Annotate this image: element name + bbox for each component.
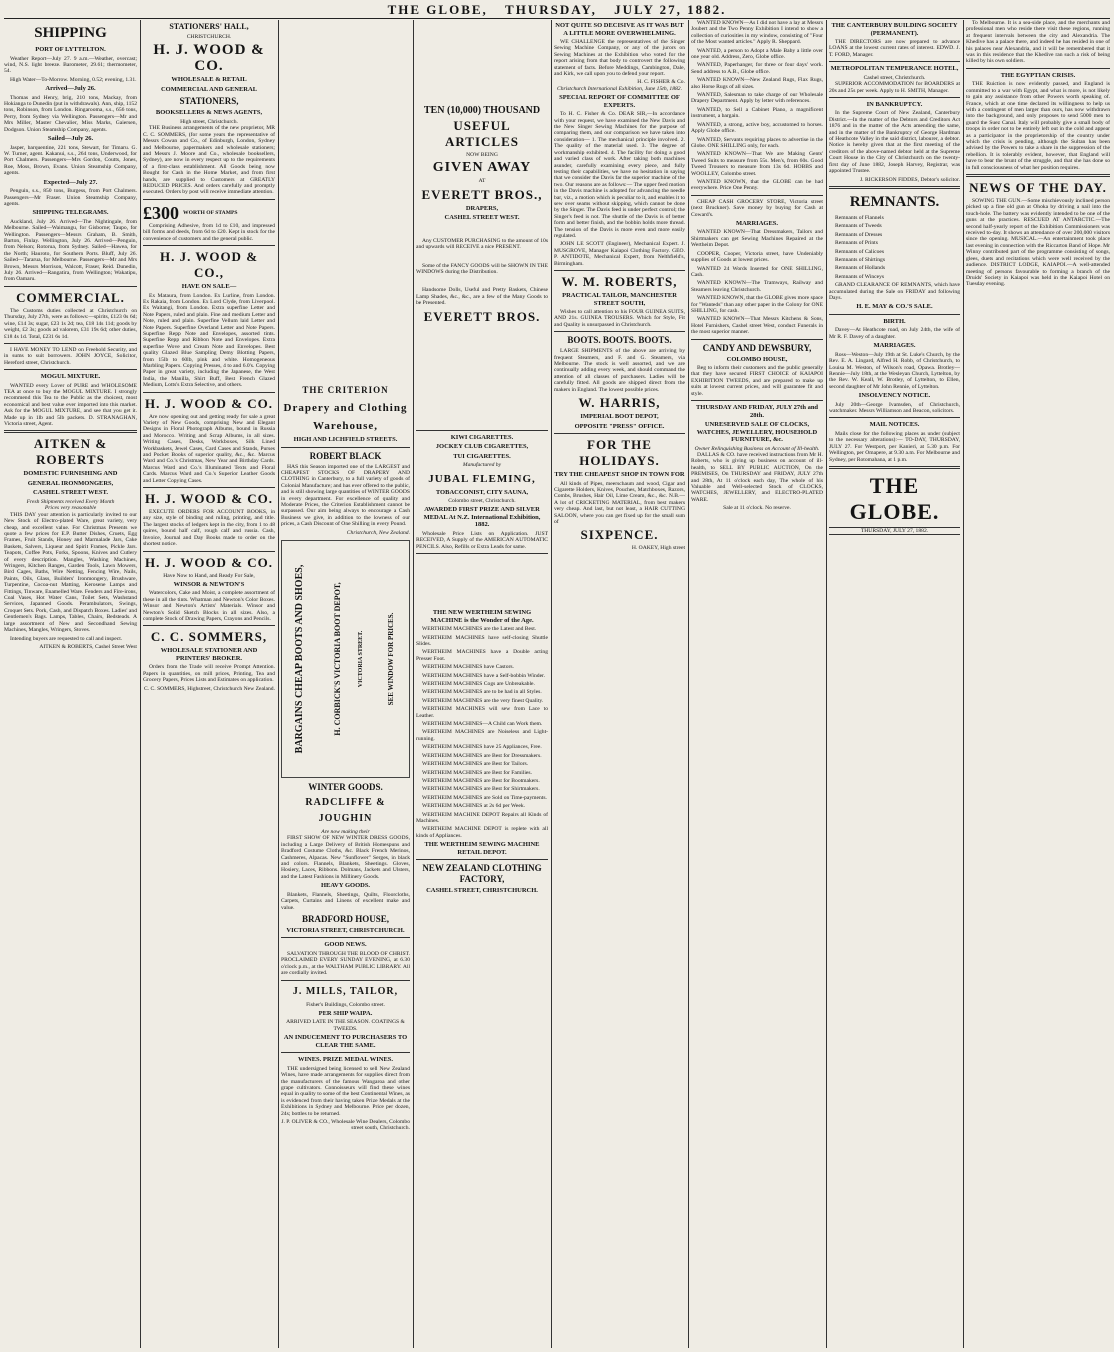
hjwood-sub2: COMMERCIAL AND GENERAL	[160, 85, 258, 93]
insolvency-text: July 20th—George Ivamsden, of Christchurch, watchmaker. Messrs Williamson and Beacon, solicitors.	[829, 401, 960, 415]
globe-date: THURSDAY, JULY 27, 1882.	[829, 527, 960, 535]
divider	[829, 186, 960, 189]
wertheim-line: WERTHEIM MACHINES at 2s 6d per Week.	[422, 803, 526, 810]
sixpence: SIXPENCE.	[580, 527, 659, 543]
column-divider	[963, 20, 964, 1348]
remnant-line: Remnants of Prints	[835, 240, 878, 247]
oakey-sign: H. OAKEY, High street	[631, 545, 685, 552]
wanted-ad: WANTED KNOWN—That We are Making Gents' Tweed Suits to measure from 55s. Men's, from 60s. Good Tweed Trousers to measure from 13s 6d. HOBBS and WOOLLEY, Colombo street.	[691, 151, 823, 177]
aitken-sub2: GENERAL IRONMONGERS,	[27, 479, 114, 487]
divider	[281, 447, 410, 448]
hjwood2-title: H. J. WOOD & CO.,	[159, 249, 259, 280]
at-label: AT	[478, 178, 486, 185]
boots-text: LARGE SHIPMENTS of the above are arriving by frequent Steamers, and F. and G. Steamers, via Melbourne. The stock is well assorted, and we are continually adding every week, and should command the attention of all classes of purchasers. Ladies will be carefully fitted. All goods are shipped direct from the makers in England. The lowest possible prices.	[554, 348, 685, 393]
manufactured-by: Manufactured by	[462, 462, 502, 469]
wertheim-line: WERTHEIM MACHINES have a Self-bobbin Winder.	[422, 672, 545, 679]
wertheim-line: WERTHEIM MACHINES are the Latest and Best.	[422, 626, 537, 633]
wanted-ad: WANTED, to Sell a Cabinet Piano, a magnificent instrument, a bargain.	[691, 106, 823, 120]
port-label: PORT OF LYTTELTON.	[35, 46, 106, 53]
awarded: AWARDED FIRST PRIZE AND SILVER MEDAL At N.Z. International Exhibition, 1882.	[423, 506, 541, 529]
spacer	[416, 277, 548, 287]
wertheim-line: WERTHEIM MACHINES are Sold on Time-payments.	[422, 794, 547, 801]
wertheim-line: WERTHEIM MACHINES have a Double acting Presser Foot.	[416, 649, 548, 662]
wanted-24: WANTED 24 Words Inserted for ONE SHILLING, Cash.	[691, 265, 823, 278]
hjwood2-sub: HAVE ON SALE—	[181, 283, 237, 290]
hjwood-title: H. J. WOOD & CO.	[153, 42, 265, 75]
remnant-line: Remnants of Dresses	[835, 231, 883, 238]
heavy-text: Blankets, Flannels, Sheetings, Quilts, Floorcloths, Carpets, Curtains and Linens of excellent make and value.	[281, 891, 410, 911]
wanted-ad: WANTED, Salesman to take charge of our Wholesale Drapery Department. Apply by letter with references.	[691, 92, 823, 105]
oliver-sign: J. P. OLIVER & CO., Wholesale Wine Dealers, Colombo street south, Christchurch.	[281, 1119, 410, 1132]
boot-prices: SEE WINDOW FOR PRICES.	[387, 612, 396, 706]
money-ad: I HAVE MONEY TO LEND on Freehold Security, and in sums to suit borrowers. JOHN JOYCE, Solicitor, Hereford street, Christchurch.	[4, 346, 137, 366]
column-wanted	[691, 20, 823, 1348]
remnant-line: Remnants of Winceys	[835, 273, 885, 280]
column-everett	[416, 20, 548, 1348]
wanted-ad: WANTED KNOWN—New Zealand Rugs, Flax Rugs, also Horse Rugs of all sizes.	[691, 77, 823, 90]
wertheim-line: WERTHEIM MACHINES Cogs are Unbreakable.	[422, 681, 535, 688]
now-being: NOW BEING	[466, 152, 498, 158]
insolvency-label: INSOLVENCY NOTICE.	[858, 392, 931, 400]
divider	[691, 400, 823, 401]
arrived-label: Arrived—July 26.	[45, 85, 96, 93]
winsor-text: Watercolors, Cake and Moist, a complete assortment of these in all the tints. Whatman and Newton's Color Boxes. Winsor and Newton's Artists' Materials. Winsor and Newton's Solid Sketch Blocks in all sizes. Also, a complete Stock of Drawing Papers, Crayons and Pencils.	[143, 590, 275, 623]
globe-title: THE GLOBE.	[849, 472, 940, 524]
not-quite-heading: NOT QUITE SO DECISIVE AS IT WAS BUT A LITTLE MORE OVERWHELMING.	[555, 22, 684, 37]
cash-grocery: CHEAP CASH GROCERY STORE, Victoria street (next Bruckner). Save money by buying for Cash at Coward's.	[691, 198, 823, 218]
given-away: GIVEN AWAY	[432, 160, 532, 176]
exhibition-label: Christchurch International Exhibition, June 15th, 1882.	[556, 85, 683, 92]
wines-text: THE undersigned being licensed to sell New Zealand Wines, have made arrangements for supplies direct from the manufacturers of the famous Wangaroa and other grape cultivators. Connoisseurs will find these wines equal in quality to some of the best Continental Wines, as is evidenced from their having taken Prize Medals at the Exhibitions in Sydney and Melbourne. Price per dozen, 24s; bottles to be returned.	[281, 1065, 410, 1117]
boot-depot: H. CORBICK'S VICTORIA BOOT DEPOT,	[332, 582, 342, 736]
spacer	[416, 557, 548, 607]
wertheim-line: WERTHEIM MACHINES are Best for Shirtmakers.	[422, 786, 540, 793]
divider	[281, 1052, 410, 1053]
spacer	[416, 253, 548, 263]
paper-title: THE GLOBE,	[387, 2, 488, 17]
nz-address: CASHEL STREET, CHRISTCHURCH.	[426, 887, 538, 895]
divider	[4, 430, 137, 433]
remnant-line: Remnants of Calicoes	[835, 248, 885, 255]
divider	[143, 487, 275, 488]
divider	[966, 68, 1110, 69]
news-title: NEWS OF THE DAY.	[969, 180, 1107, 196]
bradford-address: VICTORIA STREET, CHRISTCHURCH.	[286, 926, 405, 934]
roberts-text: Wishes to call attention to his FOUR GUINEA SUITS, AND 21s. GUINEA TROUSERS. Which for Style, Fit and Quality is unsurpassed in Christchurch.	[554, 309, 685, 328]
wanted-ad: WANTED, Paperhanger, for three or four days' work. Send address to A.B., Globe office.	[691, 62, 823, 75]
wertheim-line: WERTHEIM MACHINES are to be had in all Styles.	[422, 689, 542, 696]
weather-report: Weather Report—July 27. 9 a.m.—Weather, overcast; wind, N.S. light breeze. Barometer, 29.61; thermometer, 54.	[4, 55, 137, 75]
wertheim-line: WERTHEIM MACHINES are Noiseless and Light-running.	[416, 729, 548, 742]
mail-label: MAIL NOTICES.	[869, 421, 920, 429]
remnant-line: Remnants of Hollands	[835, 265, 886, 272]
handsome-goods: Handsome Dolls, Useful and Pretty Baskets, Chinese Lamp Shades, &c., &c., are a few of the Many Goods to be Presented.	[416, 287, 548, 307]
everett-sign: EVERETT BROS.	[423, 308, 541, 324]
column-divider	[278, 20, 279, 1348]
arrived-text: Thomas and Henry, brig, 210 tons, Mackay, from Hokianga to Dunedin (put in withdrawals). Ann, ship, 1152 tons, Robinson, from London. Ringarooma, s.s., 656 tons, Perry, from Sydney via Wellington. Passengers—Mr and Mrs Miller, Master Chevalier, Miss Marks, Gaiersen, Dodgson. Union Steamship Company, agents.	[4, 94, 137, 133]
divider	[829, 417, 960, 418]
sailed-label: Sailed—July 26.	[47, 135, 94, 143]
divider	[554, 270, 685, 271]
cheapest-shop: TRY THE CHEAPEST SHOP IN TOWN FOR	[554, 471, 685, 479]
divider	[416, 553, 548, 554]
stamps-amount: £300	[143, 202, 179, 223]
divider	[281, 980, 410, 981]
marriages-text: Ross—Weston—July 19th at St. Luke's Church, by the Rev. E. A. Lingard, Alfred H. Robb, of Christchurch, to Louisa M. Weston, of Wilson's road, Opawa. Brotley—Rennie—July 18th, at the Wesleyan Church, Lyttelton, by the Rev. W. Keall, W. Brotley, of Lyttelton, to Ellen, second daughter of Mr John Rennie, of Lyttelton.	[829, 351, 960, 390]
winsor-label: WINSOR & NEWTON'S	[173, 580, 245, 588]
spacer	[281, 20, 410, 380]
wertheim-line: WERTHEIM MACHINES are Best for Bootmakers.	[422, 777, 540, 784]
wanted-ad: WANTED, a person to Adopt a Male Baby a little over one year old. Address, Zero, Globe office.	[691, 47, 823, 61]
mogul-text: WANTED every Lover of PURE and WHOLESOME TEA at once to buy the MOGUL MIXTURE. I strongly recommend this Tea to the Public as the choicest, most economical and best value ever imported into this market. Ask for the MOGUL MIXTURE, and see that you get it. Made up in 1lb and 5lb packets. D. STRANAGHAN, Victoria street, Agent.	[4, 382, 137, 428]
wertheim-line: WERTHEIM MACHINE DEPOT Repairs all Kinds of Machines.	[416, 811, 548, 824]
masthead-rule	[4, 18, 1110, 19]
sailed-text: Jasper, barquentine, 221 tons, Stewart, for Timaru. G. W. Turner, agent. Kakanui, s.s., 264 tons, Underwood, for Port Chalmers. Passengers—Mrs Gordon, Coutts, Jones, Roe, Moss, Brown, Evans. Union Steamship Company, agents.	[4, 144, 137, 177]
remnants-list	[829, 215, 960, 280]
hjwood2-text: Ex Mataura, from London. Ex Lurline, from London. Ex Rakaia, from London. Ex Lord Clyde, from Liverpool. Ex Waitangi, from London. Extra superfine Letter and Note Papers, ruled and plain. Fine and medium Letter and Note, ruled and plain. Superfine Vellum laid Letter and Note Papers. Superfine Overland Letter and Note Papers. Superfine Repp Note and Envelopes, assorted tints. Superfine Repp and Ribbon Note and Envelopes. Extra superfine Wove and Cream Note and Envelopes. Best quality Glazed Blue Sampling Demy Blotting Papers, from 15lb to 60lb, pink and white. Homogeneous Marbling Papers. Copying Presses, 4 to and 6.0's. Copying Paper in great variety, including the Japanese, the West India, the Manilla, Shirt Buff, Best French Glazed Medium, Lotts's Extra Selective, and others.	[143, 292, 275, 389]
wertheim-line: WERTHEIM MACHINE DEPOT is replete with all kinds of Appliances.	[416, 826, 548, 839]
divider	[829, 466, 960, 469]
bankruptcy-sign: J. RICKERSON FIDDES, Debtor's solicitor.	[860, 176, 960, 183]
remnant-line: Remnants of Shirtings	[835, 256, 886, 263]
candy-title: CANDY AND DEWSBURY,	[702, 342, 812, 353]
tui-cigarettes: TUI CIGARETTES.	[453, 452, 511, 460]
remnant-line: Remnants of Tweeds	[835, 223, 882, 230]
hjwood-sub4: BOOKSELLERS & NEWS AGENTS,	[155, 109, 263, 117]
column-stationers	[143, 20, 275, 1348]
hjwood5-text: Have Now to Hand, and Ready For Sale,	[163, 572, 255, 579]
roberts-sub: PRACTICAL TAILOR, MANCHESTER STREET SOUTH,	[562, 292, 677, 307]
divider	[4, 343, 137, 344]
wertheim-line: WERTHEIM MACHINES are the very finest Quality.	[422, 697, 544, 704]
challenge-text: WE CHALLENGE the representatives of the Singer Sewing Machine Company, or any of the jurors on Sewing Machines at the Exhibition who voted for the report arising from that body to controvert the following statement of facts. Before Meddings, Cambington, Dale, and Kirk, we call upon you to defend your report.	[554, 39, 685, 78]
wanted-ad: WANTED, a strong, active boy, accustomed to horses. Apply Globe office.	[691, 121, 823, 135]
masthead-day: THURSDAY,	[505, 2, 597, 17]
wertheim-list	[416, 626, 548, 839]
mills-text: ARRIVED LATE IN THE SEASON. COATINGS & TWEEDS.	[286, 1019, 405, 1032]
kitchens-ad: WANTED KNOWN—That Messrs Kitchens & Sons, Hotel Furnishers, Cashel street West, conduct Funerals in the most superior manner.	[691, 316, 823, 336]
boot-depot-ad	[281, 540, 410, 778]
divider	[829, 314, 960, 315]
column-divider	[551, 20, 552, 1348]
sommers-title: C. C. SOMMERS,	[150, 629, 268, 645]
sale-terms: Sale at 11 o'clock. No reserve.	[723, 505, 791, 512]
stationers-title: STATIONERS' HALL,	[169, 22, 249, 31]
radcliffe-text: FIRST SHOW OF NEW WINTER DRESS GOODS, including a Large Delivery of British Homespuns and Bradford Costume Cloths, &c. Black French Merinos, Cashmeres, Alpacas. New "Sunflower" Serges, in black and colors. Flannels, Blankets, Sheetings. Gloves, Hosiery, Laces, Ribbons. Dolmans, Jackets and Ulsters, and the Latest Fashions in Millinery Goods.	[281, 835, 410, 880]
criterion-address: HIGH AND LICHFIELD STREETS.	[293, 436, 398, 443]
any-customer: Any CUSTOMER PURCHASING to the amount of 10s and upwards will RECEIVE a nice PRESENT.	[416, 237, 548, 251]
canterbury-text: THE DIRECTORS are now prepared to advance LOANS at the lowest current rates of interest. EDWD. J. T. FORD, Manager.	[829, 39, 960, 58]
mills-address: Fisher's Buildings, Colombo street.	[306, 1001, 385, 1008]
good-news-label: GOOD NEWS.	[324, 941, 367, 949]
boots-label: BOOTS. BOOTS. BOOTS.	[567, 335, 672, 346]
wertheim-line: WERTHEIM MACHINES have 25 Appliances, Free.	[422, 744, 542, 751]
sale-title: THURSDAY AND FRIDAY, JULY 27th and 28th.	[695, 404, 819, 419]
aitken-heading: AITKEN & ROBERTS	[33, 436, 108, 468]
drapers: DRAPERS,	[465, 204, 499, 212]
divider	[143, 199, 275, 200]
nz-clothing: NEW ZEALAND CLOTHING FACTORY,	[422, 863, 542, 885]
bankruptcy-text: In the Supreme Court of New Zealand, Canterbury District.—In the matter of the Debtors and Creditors Act 1876 and in the matter of the Acts amending the same, and in the matter of the Bankruptcy of George Hardman of Heathcote Valley in the said district, labourer, a debtor. Notice is hereby given that at the first meeting of the creditors of the above-named debtor held at the Supreme Court House in the City of Christchurch on the twenty-first day of June 1882, Joseph Harvey, Registrar, was appointed Trustee.	[829, 110, 960, 175]
sale-text: Owner Relinquishing Business on Account of Ill-health.	[694, 445, 820, 452]
jubal-fleming: JUBAL FLEMING,	[428, 472, 536, 485]
wertheim-line: WERTHEIM MACHINES—A Child can Work them.	[422, 721, 543, 728]
divider	[143, 392, 275, 393]
winter-label: WINTER GOODS.	[308, 781, 383, 792]
sale-sub: UNRESERVED SALE OF CLOCKS, WATCHES, JEWELLERY, HOUSEHOLD FURNITURE, &c.	[696, 421, 818, 444]
bradford-title: BRADFORD HOUSE,	[301, 913, 389, 924]
hjwood3-title: H. J. WOOD & CO.	[144, 395, 274, 411]
wertheim-footer: THE WERTHEIM SEWING MACHINE RETAIL DEPOT.	[424, 841, 540, 856]
wanted-ad: WANTED, Servants requiring places to advertise in the Globe. ONE SHILLING only, for each.	[691, 136, 823, 149]
clearance-text: GRAND CLEARANCE OF REMNANTS, which have accumulated during the Sale on FRIDAY and following Days.	[829, 282, 960, 301]
hjwood5-title: H. J. WOOD & CO.	[144, 554, 274, 570]
divider	[829, 97, 960, 98]
wertheim-line: WERTHEIM MACHINES have self-closing Shuttle Slides.	[416, 634, 548, 647]
divider	[554, 433, 685, 434]
commercial-heading: COMMERCIAL.	[16, 289, 125, 305]
column-shipping	[4, 20, 137, 1348]
wanted-list	[691, 20, 823, 192]
jockey-club: JOCKEY CLUB CIGARETTES,	[435, 443, 529, 451]
marriages-label: MARRIAGES.	[735, 219, 779, 227]
wholesale-lists: Wholesale Price Lists on Application. JUST RECEIVED, A Supply of the AMERICAN AUTOMATIC PENCILS. Also, Refills or Extra Leads for same.	[416, 530, 548, 550]
divider	[416, 430, 548, 431]
metro-address: Cashel street, Christchurch.	[863, 74, 926, 81]
roberts-title: W. M. ROBERTS,	[561, 274, 678, 289]
wertheim-line: WERTHEIM MACHINES have Castors.	[422, 664, 514, 671]
aitken-sub1: DOMESTIC FURNISHING AND	[23, 470, 118, 478]
spacer	[416, 224, 548, 238]
divider	[691, 339, 823, 340]
egypt-title: THE EGYPTIAN CRISIS.	[1000, 71, 1076, 79]
cashel-street: CASHEL STREET WEST.	[444, 214, 520, 222]
intro-text: To Melbourne. It is a sea-side place, and the merchants and professional men who reside there visit these regions, running at frequent intervals between the city and Alexandria. The Khedive has a palace there, and indeed he has resided in one of his palaces near Alexandria, and it will be remembered that it was in this residence that the Khedive ran such a risk of being killed by his own soldiers.	[966, 20, 1110, 65]
hjwood3-text: Are now opening out and getting ready for sale a great Variety of New Goods, comprising New and Elegant Designs in Floral Photograph Albums, bound in Russia and Morocco. Writing and Scrap Albums, in all sizes. Writing Cases, Desks, Workboxes, Silk Lined Workbaskets, Jewel Cases, Card Cases and Stands, Purses and Pocket Books of superior quality, &c., &c. Marcus Ward and Co.'s Christmas, New Year and Birthday Cards. Marcus Ward and Co.'s Illuminated Texts and Floral Cards. Marcus Ward and Co.'s Superior Leather Goods and Letter Copying Cases.	[143, 413, 275, 484]
stamps-text: Comprising Adhesive, from 1d to £10, and impressed bill forms and deeds, from 6d to £20. Kept in stock for the convenience of customers and the general public.	[143, 222, 275, 242]
masthead	[0, 2, 1114, 18]
may-sign: H. E. MAY & CO.'S SALE.	[856, 303, 933, 311]
sewing-wanted: WANTED KNOWN—That Dressmakers, Tailors and Shirtmakers can get Sewing Machines Repaired at the Wertheim Depot.	[691, 229, 823, 249]
radcliffe-title: RADCLIFFE & JOUGHIN	[305, 796, 386, 824]
globe-wanted: WANTED KNOWN, that the GLOBE gives more space for "Wanteds" than any other paper in the Colony for ONE SHILLING, for cash.	[691, 295, 823, 314]
mills-sub: PER SHIP WAIPA.	[318, 1009, 373, 1017]
ten-thousand: TEN (10,000) THOUSAND	[423, 105, 541, 116]
wertheim-line: WERTHEIM MACHINES are Best for Dressmakers.	[422, 752, 542, 759]
harris-title: W. HARRIS,	[578, 395, 661, 411]
high-water: High Water—To-Morrow. Morning, 0.52; evening, 1.31.	[10, 76, 137, 83]
divider	[4, 369, 137, 370]
harris-address: OPPOSITE "PRESS" OFFICE.	[574, 422, 665, 430]
dallas-text: DALLAS & CO. have received instructions from Mr H. Roberts, who is giving up business on account of ill-health, to SELL BY PUBLIC AUCTION, On the PREMISES, On THURSDAY and FRIDAY, JULY 27th and 28th, At 11 o'clock each day, The whole of his Valuable and Well-selected Stock of CLOCKS, WATCHES, JEWELLERY, and ELECTRO-PLATED WARE.	[691, 452, 823, 503]
masthead-date: JULY 27, 1882.	[614, 2, 727, 17]
wines-label: WINES. PRIZE MEDAL WINES.	[297, 1056, 394, 1064]
telegrams-text: Auckland, July 26. Arrived—The Nightingale, from Melbourne. Sailed—Waimangu, for Gisborne; Taupo, for Wellington. Passengers—Messrs Graham, B. Smith, Barton, Finlay. Wellington, July 26. Arrived—Penguin, from Nelson; Rotorua, from Sydney. Sailed—Hawea, for the North; Hauroto, for Southern Ports. Bluff, July 26. Sailed—Tararua, for Melbourne. Passengers—Mr and Mrs Brown, Messrs Morrison, Walcott, Fraser, Reid. Dunedin, July 26. Arrived—Rangatira, from Wellington; Wakatipu, from Oamaru.	[4, 218, 137, 283]
divider	[416, 859, 548, 860]
robert-black: ROBERT BLACK	[309, 450, 382, 461]
criterion-sub1: Drapery and Clothing	[283, 402, 408, 414]
column-divider	[688, 20, 689, 1348]
aitken-sign: AITKEN & ROBERTS, Cashel Street West	[39, 643, 137, 650]
fisher-sign: H. C. FISHER & Co.	[637, 79, 685, 86]
colombo-street: Colombo street, Christchurch.	[448, 498, 516, 505]
expected-label: Expected—July 27.	[43, 178, 98, 186]
wanted-ad: WANTED KNOWN—As I did not have a lay at Messrs Joubert and the Two Penny Exhibition I intend to show a collection of curiosities in my window, consisting of "Four of the Most wanted articles." Apply R. Sheppard.	[691, 20, 823, 46]
criterion-sub2: Warehouse,	[312, 420, 379, 432]
candy-sub: COLOMBO HOUSE,	[726, 355, 788, 363]
hjwood4-text: EXECUTE ORDERS FOR ACCOUNT BOOKS, in any size, style of binding and ruling, printing, and title. The largest stocks of ledgers kept in the city, from 1 to 48 quires, bound half calf, rough calf and russia. Cash, Invoice, Journal and Day Books made to order on the shortest notice.	[143, 509, 275, 548]
column-divider	[826, 20, 827, 1348]
divider	[966, 174, 1110, 177]
news-text: SOWING THE GUN.—Some mischievously inclined person picked up a fine old gun at Ohoka by driving a nail into the touch-hole. The battery was evidently intended to be one of the guns at the practices. RESCUED AT ANTARCTIC.—The second half-yearly report of the Exhibition Commissioners was received to-day. It shows an attendance of over 200,000 visitors since the opening. MUSICAL.—An entertainment took place last evening in connection with the Riccarton Band of Hope. Mr Winny contributed part of the programme consisting of songs, glees, duets and recitations which were well received by the audience. DISTRICT LODGE, KAIAPOI.—A well-attended meeting of persons favourable to forming a branch of the Druids' Society in Kaiapoi was held in the Kaiapoi Hotel on Tuesday evening.	[966, 198, 1110, 288]
column-criterion	[281, 20, 410, 1348]
spacer	[416, 20, 548, 102]
divider	[4, 286, 137, 287]
boot-depot-street: VICTORIA STREET.	[357, 630, 364, 688]
holidays-heading: FOR THE HOLIDAYS.	[579, 437, 660, 469]
robert-text: HAS this Season imported one of the LARGEST and CHEAPEST STOCKS OF DRAPERY AND CLOTHING in Canterbury, to a full variety of goods of Colonial Manufacture; and has ever offered to the public, and is still showing large quantities of WINTER GOODS in every department. For excellence of quality and Moderate Prices, the Criterion Establishment cannot be surpassed. Our aim being always to encourage a Cash Business we give, in addition to the lowness of our prices, a Cash Discount of One Shilling in every Pound.	[281, 463, 410, 528]
metro-title: METROPOLITAN TEMPERANCE HOTEL,	[830, 65, 959, 73]
sommers-sign: C. C. SOMMERS, Highstreet, Christchurch New Zealand.	[144, 685, 275, 692]
divider	[554, 331, 685, 332]
bankruptcy-label: IN BANKRUPTCY.	[866, 100, 923, 108]
radcliffe-sub: Are now making their	[321, 828, 370, 835]
column-divider	[413, 20, 414, 1348]
harris-sub: IMPERIAL BOOT DEPOT,	[580, 413, 659, 421]
wertheim-line: WERTHEIM MACHINES will sew from Lace to Leather.	[416, 706, 548, 719]
metro-text: SUPERIOR ACCOMMODATION for BOARDERS at 20s and 25s per week. Apply to H. SMITH, Manager.	[829, 81, 960, 94]
tobacconist: TOBACCONIST, CITY SAUNA,	[435, 488, 529, 496]
marriages-label: MARRIAGES.	[873, 342, 916, 350]
kiwi-title: KIWI CIGARETTES.	[450, 433, 514, 441]
hjwood4-title: H. J. WOOD & CO.	[144, 491, 274, 507]
stationers-city: CHRISTCHURCH.	[186, 34, 232, 40]
mills-title: J. MILLS, TAILOR,	[292, 985, 399, 997]
useful-articles: USEFUL ARTICLES	[444, 118, 519, 149]
tram-ad: WANTED KNOWN—The Tramways, Railway and Steamers leaving Christchurch.	[691, 280, 823, 293]
shipping-heading: SHIPPING	[34, 25, 107, 41]
aitken-address: CASHEL STREET WEST.	[33, 489, 108, 497]
hjwood-text: THE Business arrangements of the new proprietor, MR C. C. SOMMERS, (for some years the representative of Messrs Cowan and Co., of Edinburgh, London, Sydney and Melbourne, papermakers and wholesale stationers; and Messrs J. Moore and Co., wholesale booksellers, Sydney), are now in every respect up to the requirements of a first-class establishment. All Goods being now Bought for Cash in the Home Market, and from first hands, are supplied to Customers at GREATLY REDUCED PRICES. And orders carefully and promptly executed. Orders by post will receive immediate attention.	[143, 125, 275, 196]
column-divider	[140, 20, 141, 1348]
birth-label: BIRTH.	[883, 317, 906, 325]
aitken-text: THIS DAY your attention is particularly invited to our New Stock of Electro-plated Ware, great variety, very cheap, and excellent value. For Christmas Presents we quote a few prices for E.P. Butter Dishes, Cruets, Egg Frames, Fruit Stands, Honey and Marmalade Jars, Cake Baskets, Salvers, Liqueur and Spirit Frames, Pickle Jars. Teapots, Coffee Pots, Forks, Spoons, Knives and Cutlery of every description. Mangles, Washing Machines, Wringers, Kitchen Ranges, Garden Tools, Lawn Mowers, Bird Cages, Baths, Wire Netting, Fencing Wire, Nails, Paints, Oils, Glass, Builders' Ironmongery, Brushware, Turpentine, Cocoa-nut Matting, Kerosene Lamps and Fittings, Tinware, Enamelled Ware. Fenders and Fire-irons, Coal Vases, Hot Water Cans, Toilet Sets, Washstand Services, Japanned Goods. Perambulators, Swings, Croquet Sets. Pork, Cash, and Dispatch Boxes. Ladies' and Gentlemen's Bags. Lamps, Tables, Chairs, Bedsteads. A large assortment of New and Secondhand Sewing Machines, Mangles, Wringers, Stoves.	[4, 511, 137, 634]
criterion-title: THE CRITERION	[302, 385, 389, 395]
mogul-label: MOGUL MIXTURE.	[40, 373, 101, 381]
inducement: AN INDUCEMENT TO PURCHASERS TO CLEAR THE SAME.	[283, 1034, 408, 1049]
egypt-text: THE Ruiction is now evidently passed, and England is committed to a war with Egypt, and what is more, is not likely to gain any assistance from other Powers worth speaking of. France, which at one time declared its willingness to help us with a contingent of men larger than ours, has now withdrawn into the background, and only proposes to send 5000 men to guard the Suez Canal. Italy will probably give a small body of troops in order not to be entirely left out in the cold and appear as a participator in the proprietorship of the country under which the crisis is pending, although the Sultan has been advised by the Powers to take a share in the suppression of the rebellion. It is tolerably evident, however, that England will have to bear the brunt of the struggle, and that she has done so in full consciousness of what her position requires.	[966, 81, 1110, 171]
divider	[143, 625, 275, 626]
aitken-footer: Intending buyers are requested to call and inspect.	[10, 635, 123, 642]
report-text: To H. C. Fisher & Co. DEAR SIR,—In accordance with your request, we have examined the New Davis and the New Singer Sewing Machines for the purpose of comparing them, and our comparison we have taken into consideration— 1. The mechanical principle involved. 2. The quality of the material used. 3. The degree of workmanship exhibited. 4. The facility for doing a good and varied class of work. After taking both machines asunder, carefully examining every piece, and fully testing their capabilities, we have no hesitation in saying that we consider the Davis far the superior machine of the two. Our reasons are as follows:— The upper feed motion in the Davis machine is adopted for advancing the needle bar, viz., a motion which is peculiar to it, and enables it to sew over seams without skipping, which cannot be done by the Singer. The Davis feed is under perfect control; the Singer's feed is not. The shuttle of the Davis is of better form and better finish, and the bobbin holds more thread. The tension of the Davis is more even and more easily regulated.	[554, 111, 685, 239]
commercial-text: The Customs duties collected at Christchurch on Thursday, July 27th, were as follows:—spirits, £123 0s 6d; wine, £14 3s; sugar, £23 1s 2d; tea, £18 14s 11d; goods by weight, £2 3s; goods ad valorem, £31 19s 6d; other duties, £18 4s 1d. Total, £231 6s 1d.	[4, 307, 137, 340]
cooper-ad: COOPER, Cooper, Victoria street, have Undeniably supplies of Goods at lowest prices.	[691, 250, 823, 264]
candy-text: Beg to inform their customers and the public generally that they have secured FIRST CHOICE of KAIAPOI EXHIBITION TWEEDS, and are prepared to make up suits at lowest current prices, and will guarantee fit and style.	[691, 365, 823, 397]
column-davis	[554, 20, 685, 1348]
wertheim-line: WERTHEIM MACHINES are Best for Families.	[422, 769, 532, 776]
sommers-sub: WHOLESALE STATIONER AND PRINTERS' BROKER.	[160, 647, 258, 662]
column-notices	[829, 20, 960, 1348]
remnants-title: REMNANTS.	[849, 193, 940, 210]
fancy-goods: Some of the FANCY GOODS will be SHOWN IN THE WINDOWS during the Distribution.	[416, 262, 548, 276]
birth-text: Davey—At Heathcote road, on July 24th, the wife of Mr R. F. Davey of a daughter.	[829, 327, 960, 340]
divider	[143, 245, 275, 246]
aitken-prices: Prices very reasonable	[44, 505, 97, 512]
divider	[281, 937, 410, 938]
cheapest-text: All kinds of Pipes, meerschaum and wood, Cigar and Cigarette Holders, Knives, Pouches, Matchboxes, Razors, Combs, Brushes, Hair Oil, Lime Cream, &c., &c. N.B.—A lot of CRICKETING MATERIAL, from best makers very cheap. And last, but not least, a HAIR CUTTING SALOON, where you can get fixed up for the small sum of	[554, 480, 685, 525]
telegrams-label: SHIPPING TELEGRAMS.	[32, 209, 109, 217]
hjwood-sub3: STATIONERS,	[179, 96, 239, 107]
canterbury-title: THE CANTERBURY BUILDING SOCIETY (PERMANENT).	[831, 22, 958, 37]
aitken-fresh: Fresh Shipments received Every Month	[26, 498, 115, 505]
mail-text: Mails close for the following places as under (subject to the necessary alterations):— TO-DAY, THURSDAY, JULY 27. For Westport, per Kanieri, at 5.30 p.m. For Wellington, per Omapere, at 9.30 a.m. For Melbourne and Sydney, per Rotomahana, at 1 p.m.	[829, 430, 960, 463]
everett-name: EVERETT BROS.,	[421, 186, 543, 202]
wanted-ad: WANTED KNOWN, that the GLOBE can be had everywhere. Price One Penny.	[691, 178, 823, 192]
divider	[691, 195, 823, 196]
stamps-label: WORTH OF STAMPS	[183, 209, 238, 216]
spacer	[416, 327, 548, 427]
stamps-row	[143, 203, 275, 223]
divider	[143, 551, 275, 552]
remnant-line: Remnants of Flannels	[835, 214, 884, 221]
hjwood-address: High street, Christchurch.	[180, 118, 238, 125]
hjwood-sub1: WHOLESALE & RETAIL	[171, 76, 247, 84]
good-news-text: SALVATION THROUGH THE BLOOD OF CHRIST. PROCLAIMED EVERY SUNDAY EVENING, at 6.30 o'clock p.m., at the WALTHAM PUBLIC LIBRARY. All are cordially invited.	[281, 950, 410, 977]
column-news	[966, 20, 1110, 1348]
experts-sign: JOHN LE SCOTT (Engineer), Mechanical Expert. J. MUSGROVE, Manager Kaiapoi Clothing Factory. GEO. P. ANTIDOTE, Mechanical Expert, from Nelthfield's, Birmingham.	[554, 241, 685, 267]
sommers-text: Orders from the Trade will receive Prompt Attention. Papers in quantities, on mill prices, Printing, Tea and Grocery Papers, Prices Lists and Estimates on application.	[143, 664, 275, 684]
robert-city: Christchurch, New Zealand.	[346, 529, 410, 536]
wertheim-title: THE NEW WERTHEIM SEWING MACHINE is the Wonder of the Age.	[430, 609, 534, 624]
heavy-label: HEAVY GOODS.	[320, 882, 371, 890]
divider	[829, 61, 960, 62]
special-report: SPECIAL REPORT OF COMMITTEE OF EXPERTS.	[559, 94, 680, 109]
wertheim-line: WERTHEIM MACHINES are Best for Tailors.	[422, 761, 529, 768]
boot-bargains: BARGAINS CHEAP BOOTS AND SHOES,	[293, 564, 305, 754]
expected-text: Penguin, s.s., 850 tons, Burgess, from Port Chalmers. Passengers—Mr Fraser. Union Steamship Company, agents.	[4, 188, 137, 207]
